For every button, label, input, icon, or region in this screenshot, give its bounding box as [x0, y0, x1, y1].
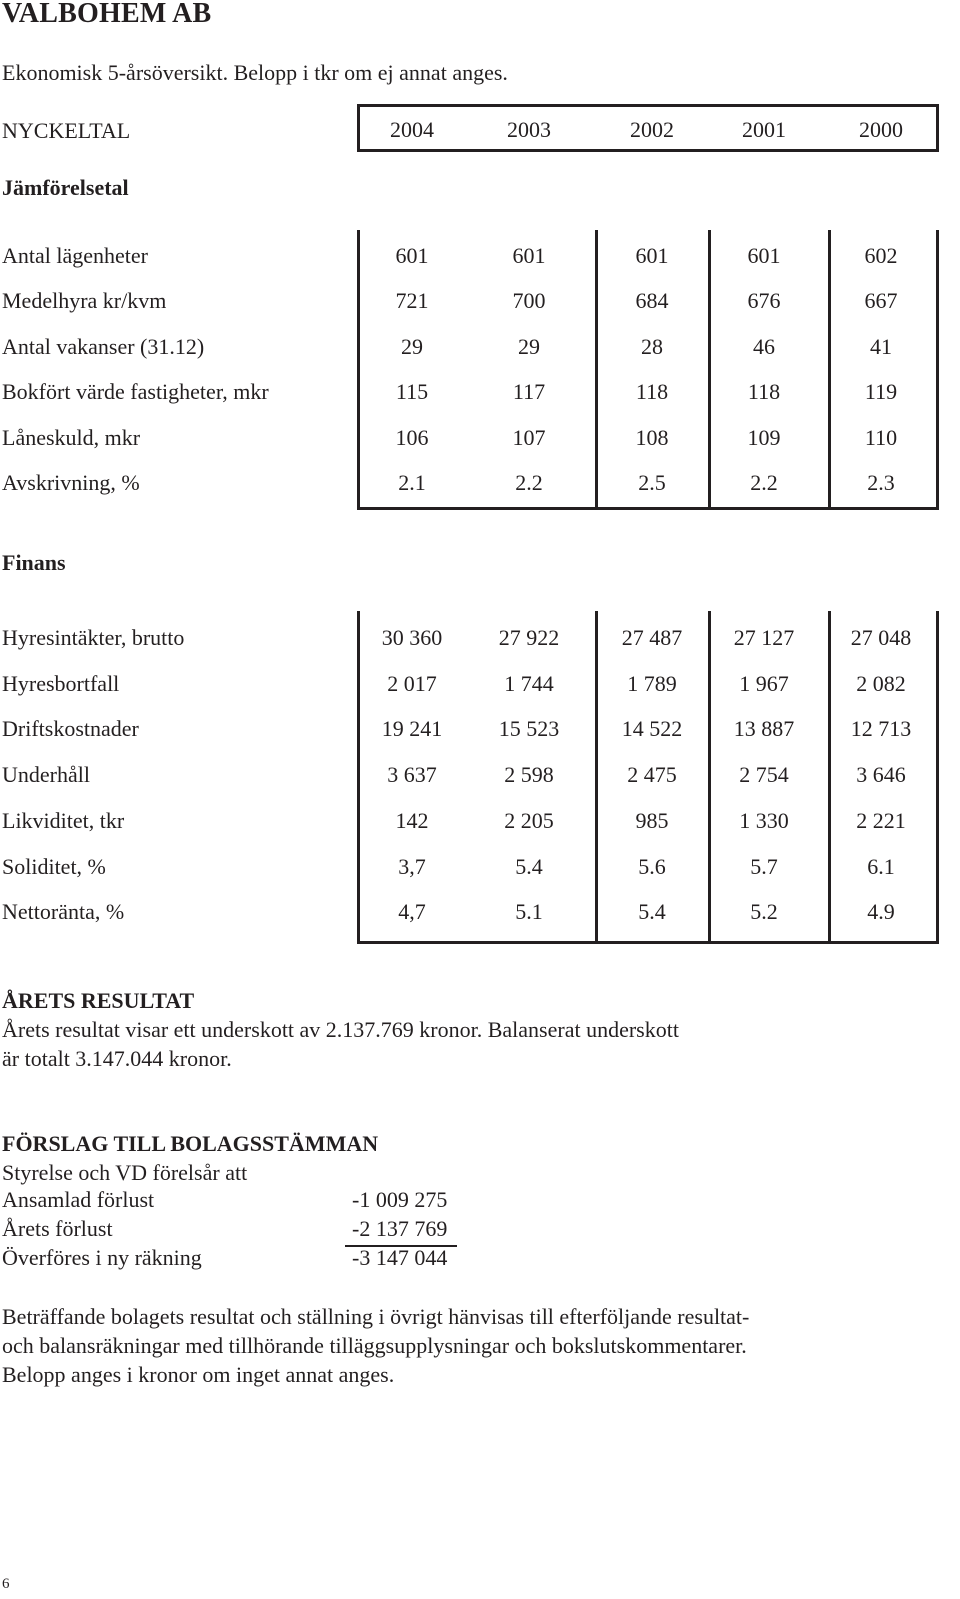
table-cell: 4,7 — [398, 899, 426, 925]
arets-resultat-line: Årets resultat visar ett underskott av 2.137.769 kronor. Balanserat underskott — [2, 1017, 679, 1042]
table-cell: 5.7 — [750, 853, 778, 879]
table-cell: 2.3 — [867, 470, 895, 495]
table-cell: 2 754 — [739, 762, 789, 788]
table-cell: 30 360 — [381, 625, 443, 650]
column-divider — [708, 230, 711, 507]
year-header: 2001 — [742, 117, 786, 142]
forslag-row-value: -3 147 044 — [352, 1245, 448, 1270]
table-cell: 1 967 — [739, 670, 789, 696]
table-cell: 667 — [864, 288, 898, 314]
table-cell: 2 082 — [856, 670, 906, 696]
report-subtitle: Ekonomisk 5-årsöversikt. Belopp i tkr om ej annat anges. — [2, 60, 508, 85]
table-cell: 5.1 — [515, 899, 543, 925]
table-cell: 601 — [747, 243, 781, 268]
table-cell: 109 — [747, 424, 781, 450]
year-header: 2002 — [630, 117, 674, 142]
table-cell: 1 789 — [627, 670, 677, 696]
table-cell: 29 — [401, 333, 423, 359]
table-cell: 601 — [395, 243, 429, 268]
table-cell: 2.2 — [515, 470, 543, 495]
forslag-row-value: -2 137 769 — [352, 1216, 448, 1241]
row-label: Antal lägenheter — [2, 243, 148, 268]
forslag-intro: Styrelse och VD förelsår att — [2, 1160, 248, 1185]
table-cell: 985 — [635, 807, 669, 833]
table-cell: 3,7 — [398, 853, 426, 879]
table-cell: 46 — [753, 333, 775, 359]
table-cell: 5.2 — [750, 899, 778, 925]
year-header: 2004 — [390, 117, 434, 142]
row-label: Antal vakanser (31.12) — [2, 333, 205, 359]
row-label: Bokfört värde fastigheter, mkr — [2, 379, 269, 405]
finans-heading: Finans — [2, 550, 66, 575]
table-cell: 12 713 — [850, 716, 912, 742]
table-cell: 2.5 — [638, 470, 666, 495]
table-cell: 684 — [635, 288, 669, 314]
table-cell: 2 017 — [387, 670, 437, 696]
forslag-row-label: Överföres i ny räkning — [2, 1245, 202, 1270]
row-label: Likviditet, tkr — [2, 807, 125, 833]
table-cell: 108 — [635, 424, 669, 450]
jamforelsetal-table — [357, 230, 939, 510]
forslag-heading: FÖRSLAG TILL BOLAGSSTÄMMAN — [2, 1131, 379, 1156]
table-cell: 115 — [395, 379, 429, 405]
closing-line: Belopp anges i kronor om inget annat anges. — [2, 1362, 395, 1387]
row-label: Driftskostnader — [2, 716, 139, 742]
table-cell: 107 — [512, 424, 546, 450]
table-cell: 118 — [747, 379, 781, 405]
forslag-row-label: Ansamlad förlust — [2, 1187, 155, 1212]
table-cell: 106 — [395, 424, 429, 450]
year-header: 2003 — [507, 117, 551, 142]
table-cell: 28 — [641, 333, 663, 359]
row-label: Avskrivning, % — [2, 470, 140, 495]
table-cell: 5.4 — [638, 899, 666, 925]
closing-line: och balansräkningar med tillhörande tilläggsupplysningar och bokslutskommentarer. — [2, 1333, 747, 1358]
table-cell: 700 — [512, 288, 546, 314]
forslag-row-label: Årets förlust — [2, 1216, 113, 1241]
table-cell: 676 — [747, 288, 781, 314]
row-label: Låneskuld, mkr — [2, 424, 141, 450]
row-label: Hyresbortfall — [2, 670, 120, 696]
table-cell: 5.6 — [638, 853, 666, 879]
table-cell: 601 — [635, 243, 669, 268]
table-cell: 2.2 — [750, 470, 778, 495]
row-label: Soliditet, % — [2, 853, 106, 879]
table-cell: 19 241 — [381, 716, 443, 742]
table-cell: 3 646 — [856, 762, 906, 788]
table-cell: 601 — [512, 243, 546, 268]
table-cell: 27 487 — [621, 625, 683, 650]
table-cell: 4.9 — [867, 899, 895, 925]
table-cell: 3 637 — [387, 762, 437, 788]
table-cell: 41 — [870, 333, 892, 359]
company-title: VALBOHEM AB — [2, 0, 212, 29]
nyckeltal-label: NYCKELTAL — [2, 118, 131, 143]
table-cell: 2.1 — [398, 470, 426, 495]
table-cell: 2 205 — [504, 807, 554, 833]
table-cell: 142 — [395, 807, 429, 833]
table-cell: 1 330 — [739, 807, 789, 833]
column-divider — [828, 230, 831, 507]
table-cell: 13 887 — [733, 716, 795, 742]
row-label: Underhåll — [2, 762, 90, 788]
arets-resultat-line: är totalt 3.147.044 kronor. — [2, 1046, 232, 1071]
row-label: Nettoränta, % — [2, 899, 125, 925]
table-cell: 118 — [635, 379, 669, 405]
column-divider — [595, 230, 598, 507]
table-cell: 2 221 — [856, 807, 906, 833]
arets-resultat-heading: ÅRETS RESULTAT — [2, 988, 195, 1013]
closing-line: Beträffande bolagets resultat och ställning i övrigt hänvisas till efterföljande resultat- — [2, 1304, 750, 1329]
table-cell: 27 127 — [733, 625, 795, 650]
row-label: Medelhyra kr/kvm — [2, 288, 167, 314]
table-cell: 29 — [518, 333, 540, 359]
table-cell: 602 — [864, 243, 898, 268]
table-cell: 14 522 — [621, 716, 683, 742]
table-cell: 117 — [512, 379, 546, 405]
jamforelsetal-heading: Jämförelsetal — [2, 175, 129, 200]
forslag-row-value: -1 009 275 — [352, 1187, 448, 1212]
table-cell: 27 922 — [498, 625, 560, 650]
table-cell: 27 048 — [850, 625, 912, 650]
row-label: Hyresintäkter, brutto — [2, 625, 185, 650]
table-cell: 2 598 — [504, 762, 554, 788]
table-cell: 2 475 — [627, 762, 677, 788]
page-number: 6 — [2, 1576, 10, 1592]
table-cell: 110 — [864, 424, 898, 450]
table-cell: 721 — [395, 288, 429, 314]
table-cell: 1 744 — [504, 670, 554, 696]
table-cell: 15 523 — [498, 716, 560, 742]
table-cell: 119 — [864, 379, 898, 405]
table-cell: 5.4 — [515, 853, 543, 879]
table-cell: 6.1 — [867, 853, 895, 879]
year-header: 2000 — [859, 117, 903, 142]
